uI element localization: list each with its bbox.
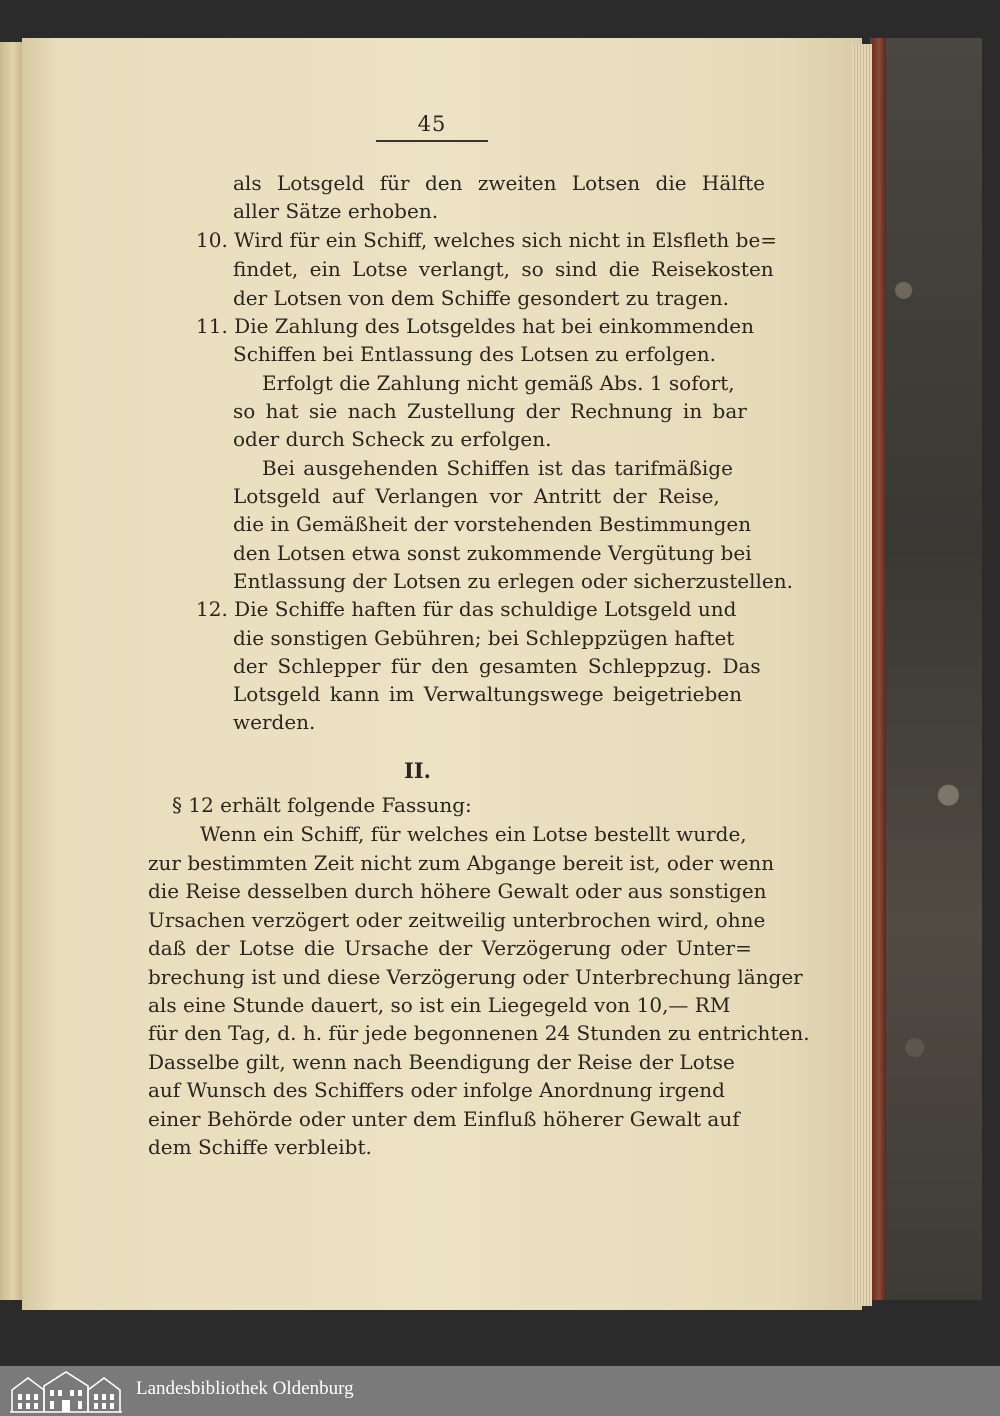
- text-line: daß der Lotse die Ursache der Verzögerung oder Unter=: [148, 936, 752, 960]
- page-number-rule: [376, 140, 488, 142]
- book-spine-edge: [872, 38, 886, 1300]
- text-line: der Lotsen von dem Schiffe gesondert zu tragen.: [233, 286, 729, 310]
- text-line: findet, ein Lotse verlangt, so sind die Reisekosten: [233, 257, 774, 281]
- text-line: oder durch Scheck zu erfolgen.: [233, 427, 552, 451]
- text-line: 12. Die Schiffe haften für das schuldige Lotsgeld und: [196, 597, 737, 621]
- text-line: auf Wunsch des Schiffers oder infolge Anordnung irgend: [148, 1078, 725, 1102]
- text-line: für den Tag, d. h. für jede begonnenen 24 Stunden zu entrichten.: [148, 1021, 810, 1045]
- text-line: Bei ausgehenden Schiffen ist das tarifmäßige: [262, 456, 733, 480]
- text-line: den Lotsen etwa sonst zukommende Vergütung bei: [233, 541, 752, 565]
- text-line: die in Gemäßheit der vorstehenden Bestimmungen: [233, 512, 752, 536]
- book-cover: [870, 38, 982, 1300]
- section-heading: II.: [404, 758, 431, 783]
- text-line: 10. Wird für ein Schiff, welches sich nicht in Elsfleth be=: [196, 228, 778, 252]
- text-line: Dasselbe gilt, wenn nach Beendigung der Reise der Lotse: [148, 1050, 735, 1074]
- text-line: 11. Die Zahlung des Lotsgeldes hat bei einkommenden: [196, 314, 755, 338]
- left-page-edge: [0, 42, 22, 1300]
- text-line: Entlassung der Lotsen zu erlegen oder sicherzustellen.: [233, 569, 793, 593]
- text-line: Wenn ein Schiff, für welches ein Lotse bestellt wurde,: [200, 822, 747, 846]
- text-line: brechung ist und diese Verzögerung oder Unterbrechung länger: [148, 965, 803, 989]
- text-line: die Reise desselben durch höhere Gewalt oder aus sonstigen: [148, 879, 767, 903]
- text-line: der Schlepper für den gesamten Schleppzug. Das: [233, 654, 761, 678]
- text-line: Erfolgt die Zahlung nicht gemäß Abs. 1 sofort,: [262, 371, 735, 395]
- text-line: Ursachen verzögert oder zeitweilig unterbrochen wird, ohne: [148, 908, 766, 932]
- text-line: als eine Stunde dauert, so ist ein Liegegeld von 10,— RM: [148, 993, 731, 1017]
- text-line: Schiffen bei Entlassung des Lotsen zu erfolgen.: [233, 342, 716, 366]
- text-line: zur bestimmten Zeit nicht zum Abgange bereit ist, oder wenn: [148, 851, 775, 875]
- text-line: dem Schiffe verbleibt.: [148, 1135, 372, 1159]
- text-line: die sonstigen Gebühren; bei Schleppzügen haftet: [233, 626, 735, 650]
- page-edges: [852, 44, 872, 1306]
- text-line: so hat sie nach Zustellung der Rechnung in bar: [233, 399, 747, 423]
- page-number: 45: [417, 112, 447, 136]
- library-footer: [0, 1366, 1000, 1416]
- text-line: Lotsgeld kann im Verwaltungswege beigetrieben: [233, 682, 742, 706]
- text-line: § 12 erhält folgende Fassung:: [172, 793, 472, 817]
- text-line: werden.: [233, 710, 316, 734]
- library-name[interactable]: Landesbibliothek Oldenburg: [136, 1378, 354, 1399]
- text-line: Lotsgeld auf Verlangen vor Antritt der Reise,: [233, 484, 720, 508]
- text-line: einer Behörde oder unter dem Einfluß höherer Gewalt auf: [148, 1107, 740, 1131]
- text-line: als Lotsgeld für den zweiten Lotsen die Hälfte: [233, 171, 765, 195]
- library-building-icon: [8, 1368, 124, 1414]
- text-line: aller Sätze erhoben.: [233, 199, 439, 223]
